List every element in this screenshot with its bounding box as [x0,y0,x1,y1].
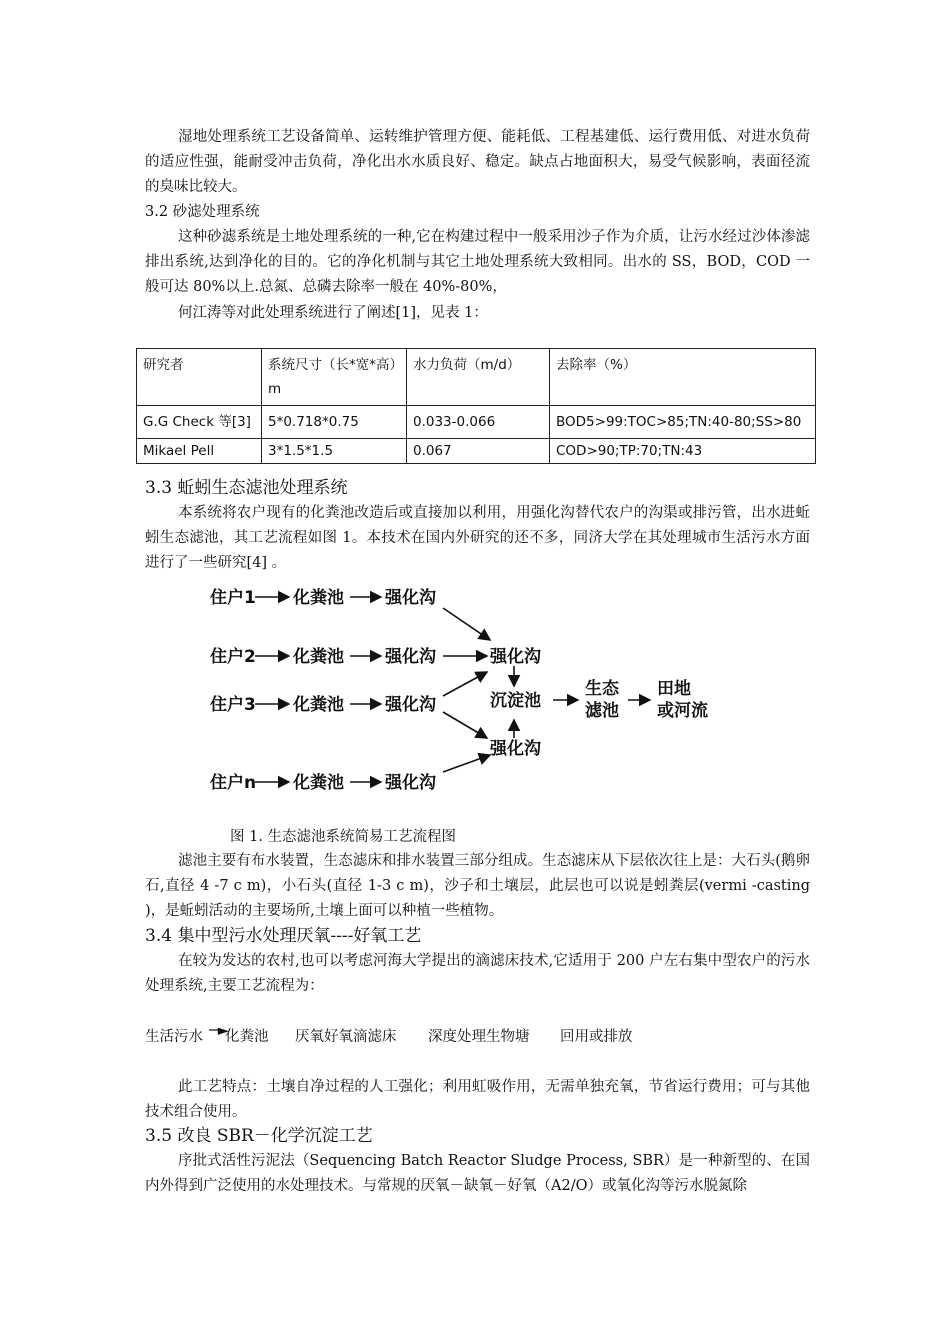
paragraph-earthworm: 本系统将农户现有的化粪池改造后或直接加以利用，用强化沟替代农户的沟渠或排污管，出水进蚯蚓生态滤池，其工艺流程如图 1。本技术在国内外研究的还不多，同济大学在其处理城市生活污水方面进行了一些研究[4] 。 [145,505,810,571]
paragraph-filter-structure: 滤池主要有布水装置，生态滤床和排水装置三部分组成。生态滤床从下层依次往上是：大石头(鹅卵石,直径 4 -7 c m)，小石头(直径 1-3 c m)，沙子和土壤层，此层也可以说是蚓粪层(vermi -casting )，是蚯蚓活动的主要场所,土壤上面可以种植一些植物。 [145,853,810,919]
table-cell: BOD5>99:TOC>85;TN:40-80;SS>80 [550,406,816,439]
table-header-row [137,349,816,406]
table-cell: G.G Check 等[3] [137,406,262,439]
heading-3-5: 3.5 改良 SBR－化学沉淀工艺 [145,1126,373,1146]
flow-house-1: 住户1 [210,588,256,608]
table-row [137,439,816,464]
table-header-cell: 水力负荷（m/d） [407,349,550,406]
research-table [136,348,816,464]
flow-ditch: 强化沟 [385,647,436,667]
flow-ditch-merged-top: 强化沟 [490,647,541,667]
paragraph-process-features: 此工艺特点：土壤自净过程的人工强化；利用虹吸作用，无需单独充氧，节省运行费用；可与其他技术组合使用。 [145,1079,810,1120]
paragraph-sand-filter: 这种砂滤系统是土地处理系统的一种,它在构建过程中一般采用沙子作为介质，让污水经过沙体渗滤排出系统,达到净化的目的。它的净化机制与其它土地处理系统大致相同。出水的 SS，BOD，COD 一般可达 80%以上.总氮、总磷去除率一般在 40%-80%， [145,229,810,295]
flow-ditch: 强化沟 [385,695,436,715]
flow-septic-tank: 化粪池 [293,695,344,715]
process-step: 深度处理生物塘 [428,1029,530,1045]
flow-septic-tank: 化粪池 [293,773,344,793]
flow-house-3: 住户3 [210,695,256,715]
flow-output-line1: 田地 [657,679,691,699]
table-header-cell: 研究者 [137,349,262,406]
heading-3-4: 3.4 集中型污水处理厌氧----好氧工艺 [145,926,422,946]
figure-caption: 图 1. 生态滤池系统简易工艺流程图 [230,829,457,845]
process-step: 生活污水 [145,1029,203,1045]
table-row [137,406,816,439]
flow-house-2: 住户2 [210,647,256,667]
paragraph-sbr: 序批式活性污泥法（Sequencing Batch Reactor Sludge Process, SBR）是一种新型的、在国内外得到广泛使用的水处理技术。与常规的厌氧－缺氧－好氧（A2/O）或氧化沟等污水脱氮除 [145,1153,810,1194]
arrow-icon: ─► [209,1023,229,1039]
flow-output-line2: 或河流 [657,701,708,721]
process-flow-diagram [205,580,725,795]
heading-3-3: 3.3 蚯蚓生态滤池处理系统 [145,478,348,498]
paragraph-trickling-filter: 在较为发达的农村,也可以考虑河海大学提出的滴滤床技术,它适用于 200 户左右集中型农户的污水处理系统,主要工艺流程为： [145,953,810,994]
process-step: 回用或排放 [560,1029,633,1045]
process-step: 化粪池 [225,1029,269,1045]
flow-ditch-merged-bottom: 强化沟 [490,739,541,759]
heading-3-2: 3.2 砂滤处理系统 [145,204,260,220]
flow-bio-filter-line2: 滤池 [585,701,619,721]
paragraph-wetland: 湿地处理系统工艺设备简单、运转维护管理方便、能耗低、工程基建低、运行费用低、对进水负荷的适应性强，能耐受冲击负荷，净化出水水质良好、稳定。缺点占地面积大，易受气候影响，表面径流的臭味比较大。 [145,129,810,195]
flow-ditch: 强化沟 [385,773,436,793]
table-cell: 0.067 [407,439,550,464]
flow-settling-tank: 沉淀池 [490,691,541,711]
flow-septic-tank: 化粪池 [293,647,344,667]
flow-bio-filter-line1: 生态 [585,679,619,699]
flow-ditch: 强化沟 [385,588,436,608]
flow-septic-tank: 化粪池 [293,588,344,608]
table-cell: 3*1.5*1.5 [262,439,407,464]
paragraph-table-intro: 何江涛等对此处理系统进行了阐述[1]，见表 1： [178,305,488,321]
table-cell: Mikael Pell [137,439,262,464]
table-header-cell: 去除率（%） [550,349,816,406]
flow-house-n: 住户n [210,773,257,793]
table-cell: 0.033-0.066 [407,406,550,439]
table-cell: 5*0.718*0.75 [262,406,407,439]
table-header-cell: 系统尺寸（长*宽*高）m [262,349,407,406]
table-cell: COD>90;TP:70;TN:43 [550,439,816,464]
process-step: 厌氧好氧滴滤床 [295,1029,397,1045]
process-chain [145,1025,810,1049]
